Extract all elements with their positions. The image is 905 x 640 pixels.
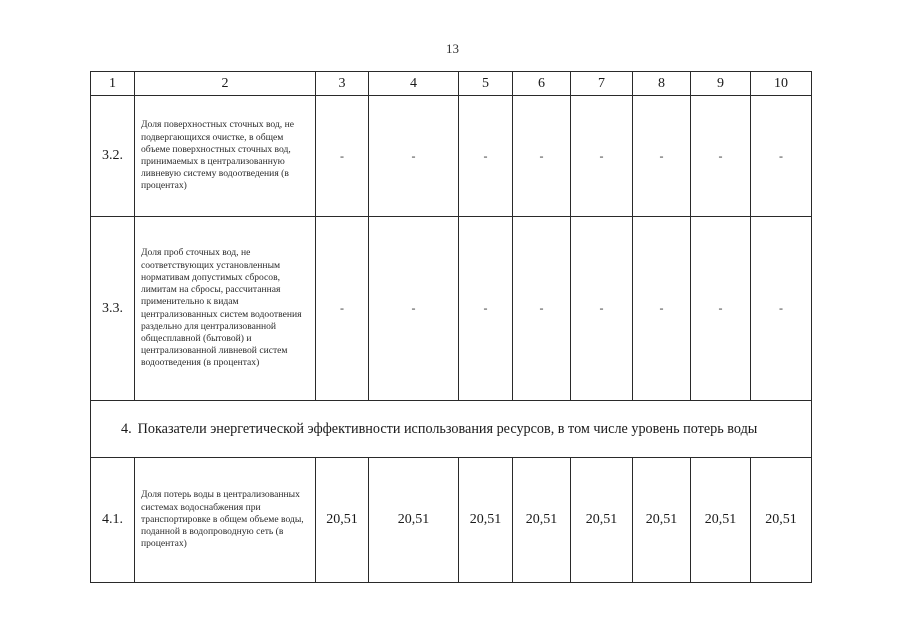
- value-cell: 20,51: [316, 458, 369, 583]
- table-row: [91, 458, 812, 583]
- value-cell: -: [459, 217, 513, 401]
- row-number: 3.3.: [91, 217, 135, 401]
- header-cell: 10: [751, 72, 812, 96]
- row-description: Доля поверхностных сточных вод, не подвергающихся очистке, в общем объеме поверхностных сточных вод, принимаемых в централизованную ливневую систему водоотведения (в процентах): [135, 96, 316, 217]
- row-number: 4.1.: [91, 458, 135, 583]
- value-cell: -: [459, 96, 513, 217]
- header-cell: 1: [91, 72, 135, 96]
- header-row: [91, 72, 812, 96]
- row-number: 3.2.: [91, 96, 135, 217]
- value-cell: 20,51: [633, 458, 691, 583]
- value-cell: -: [316, 217, 369, 401]
- header-cell: 7: [571, 72, 633, 96]
- value-cell: 20,51: [571, 458, 633, 583]
- value-cell: 20,51: [369, 458, 459, 583]
- value-cell: 20,51: [513, 458, 571, 583]
- value-cell: -: [513, 96, 571, 217]
- value-cell: -: [691, 96, 751, 217]
- indicators-table: [90, 71, 812, 583]
- row-description: Доля потерь воды в централизованных системах водоснабжения при транспортировке в общем объеме воды, поданной в водопроводную сеть (в процентах): [135, 458, 316, 583]
- value-cell: -: [571, 217, 633, 401]
- header-cell: 6: [513, 72, 571, 96]
- section-row: [91, 401, 812, 458]
- header-cell: 5: [459, 72, 513, 96]
- row-description: Доля проб сточных вод, не соответствующих установленным нормативам допустимых сбросов, лимитам на сбросы, рассчитанная применительно к видам централизованных систем водоотвения раздельно для централизованной общесплавной (бытовой) и централизованной ливневой систем водоотведения (в процентах): [135, 217, 316, 401]
- value-cell: 20,51: [691, 458, 751, 583]
- header-cell: 8: [633, 72, 691, 96]
- section-heading: [91, 401, 812, 458]
- value-cell: -: [633, 217, 691, 401]
- page-number: 13: [446, 41, 459, 56]
- header-cell: 9: [691, 72, 751, 96]
- table-row: [91, 217, 812, 401]
- header-cell: 4: [369, 72, 459, 96]
- section-title: Показатели энергетической эффективности использования ресурсов, в том числе уровень потерь воды: [137, 420, 758, 437]
- table-row: [91, 96, 812, 217]
- value-cell: -: [691, 217, 751, 401]
- value-cell: -: [633, 96, 691, 217]
- header-cell: 2: [135, 72, 316, 96]
- value-cell: -: [513, 217, 571, 401]
- value-cell: -: [369, 96, 459, 217]
- value-cell: 20,51: [459, 458, 513, 583]
- value-cell: -: [369, 217, 459, 401]
- value-cell: -: [751, 96, 812, 217]
- value-cell: -: [316, 96, 369, 217]
- section-number: 4.: [121, 420, 132, 437]
- value-cell: 20,51: [751, 458, 812, 583]
- value-cell: -: [571, 96, 633, 217]
- header-cell: 3: [316, 72, 369, 96]
- value-cell: -: [751, 217, 812, 401]
